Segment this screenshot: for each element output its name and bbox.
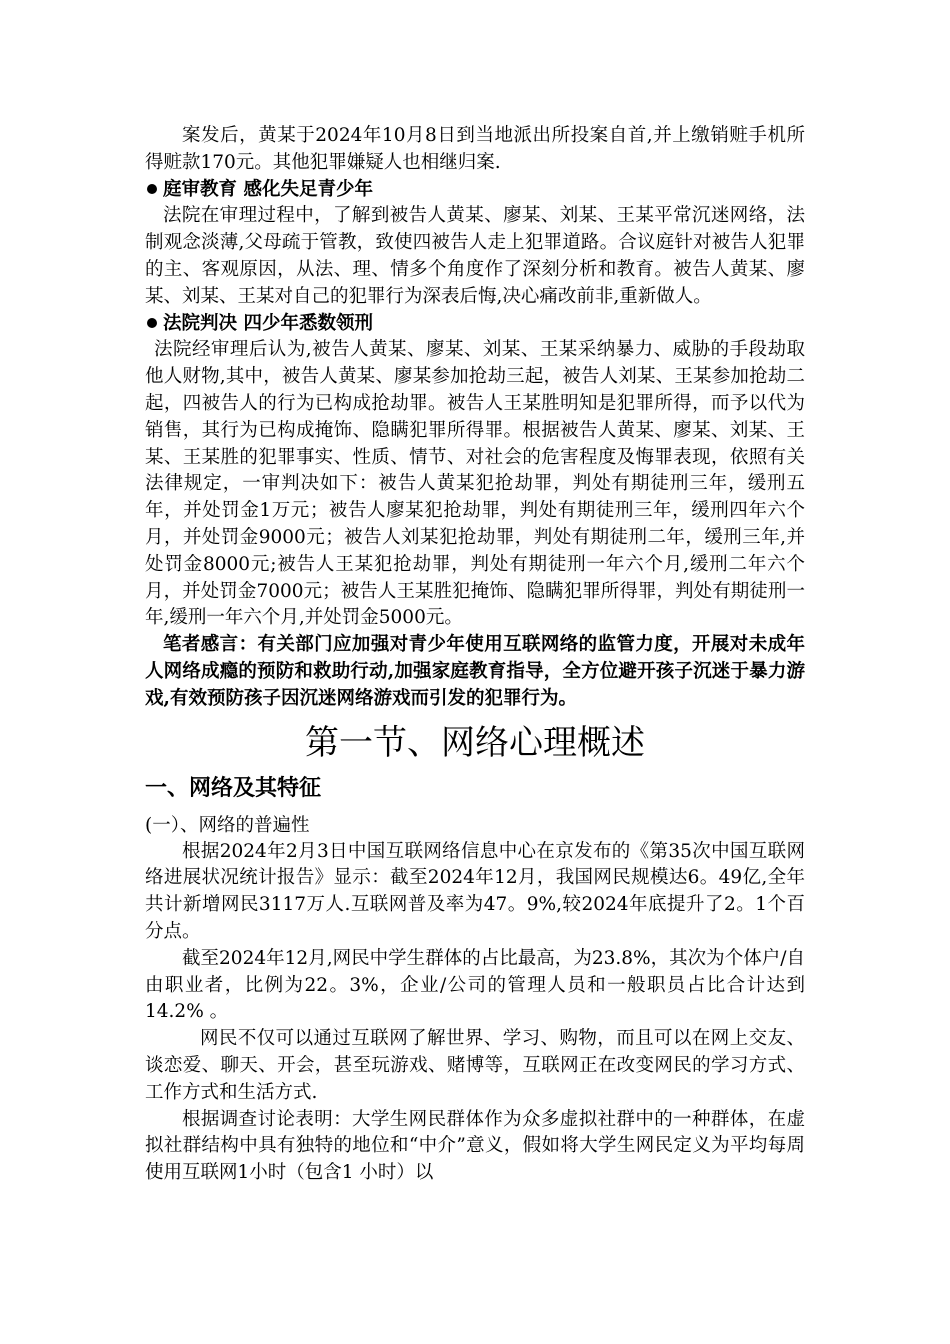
paragraph-students: 根据调查讨论表明：大学生网民群体作为众多虚拟社群中的一种群体，在虚拟社群结构中具有独特的地位和“中介”意义，假如将大学生网民定义为平均每周使用互联网1小时（包含1 小时）以 — [145, 1108, 805, 1184]
heading-education-text: 庭审教育 感化失足青少年 — [163, 178, 373, 200]
heading-verdict-text: 法院判决 四少年悉数领刑 — [163, 312, 373, 334]
bullet-dot-icon — [147, 318, 157, 328]
paragraph-education: 法院在审理过程中，了解到被告人黄某、廖某、刘某、王某平常沉迷网络，法制观念淡薄,父母疏于管教，致使四被告人走上犯罪道路。合议庭针对被告人犯罪的主、客观原因，从法、理、情多个角度作了深刻分析和教育。被告人黄某、廖某、刘某、王某对自己的犯罪行为深表后悔,决心痛改前非,重新做人。 — [145, 205, 805, 307]
paragraph-stats-2: 截至2024年12月,网民中学生群体的占比最高，为23.8%，其次为个体户/自由职业者，比例为22。3%，企业/公司的管理人员和一般职员占比合计达到14.2% 。 — [145, 947, 805, 1023]
paragraph-author-note: 笔者感言：有关部门应加强对青少年使用互联网络的监管力度，开展对未成年人网络成瘾的预防和救助行动,加强家庭教育指导，全方位避开孩子沉迷于暴力游戏,有效预防孩子因沉迷网络游戏而引发的犯罪行为。 — [145, 634, 805, 709]
paragraph-verdict: 法院经审理后认为,被告人黄某、廖某、刘某、王某采纳暴力、威胁的手段劫取他人财物,其中，被告人黄某、廖某参加抢劫三起，被告人刘某、王某参加抢劫二起，四被告人的行为已构成抢劫罪。被告人王某胜明知是犯罪所得，而予以代为销售，其行为已构成掩饰、隐瞒犯罪所得罪。根据被告人黄某、廖某、刘某、王某、王某胜的犯罪事实、性质、情节、对社会的危害程度及悔罪表现，依照有关法律规定，一审判决如下：被告人黄某犯抢劫罪，判处有期徒刑三年，缓刑五年，并处罚金1万元；被告人廖某犯抢劫罪，判处有期徒刑三年，缓刑四年六个月，并处罚金9000元；被告人刘某犯抢劫罪，判处有期徒刑二年，缓刑三年,并处罚金8000元;被告人王某犯抢劫罪，判处有期徒刑一年六个月,缓刑二年六个月，并处罚金7000元；被告人王某胜犯掩饰、隐瞒犯罪所得罪，判处有期徒刑一年,缓刑一年六个月,并处罚金5000元。 — [145, 339, 805, 629]
bullet-dot-icon — [147, 184, 157, 194]
heading-network-universality: (一）、网络的普遍性 — [145, 814, 310, 836]
paragraph-stats-1: 根据2024年2月3日中国互联网络信息中心在京发布的《第35次中国互联网络进展状况统计报告》显示：截至2024年12月，我国网民规模达6。49亿,全年共计新增网民3117万人.互联网普及率为47。9%,较2024年底提升了2。1个百分点。 — [145, 840, 805, 942]
heading-education — [145, 177, 805, 204]
heading-network-features: 一、网络及其特征 — [145, 774, 322, 801]
paragraph-surrender: 案发后，黄某于2024年10月8日到当地派出所投案自首,并上缴销赃手机所得赃款170元。其他犯罪嫌疑人也相继归案. — [145, 125, 805, 173]
heading-verdict — [145, 311, 805, 338]
section-title: 第一节、网络心理概述 — [305, 722, 645, 763]
document-page — [145, 123, 805, 1187]
paragraph-netizen-life: 网民不仅可以通过互联网了解世界、学习、购物，而且可以在网上交友、谈恋爱、聊天、开会，甚至玩游戏、赌博等，互联网正在改变网民的学习方式、工作方式和生活方式. — [145, 1028, 805, 1103]
